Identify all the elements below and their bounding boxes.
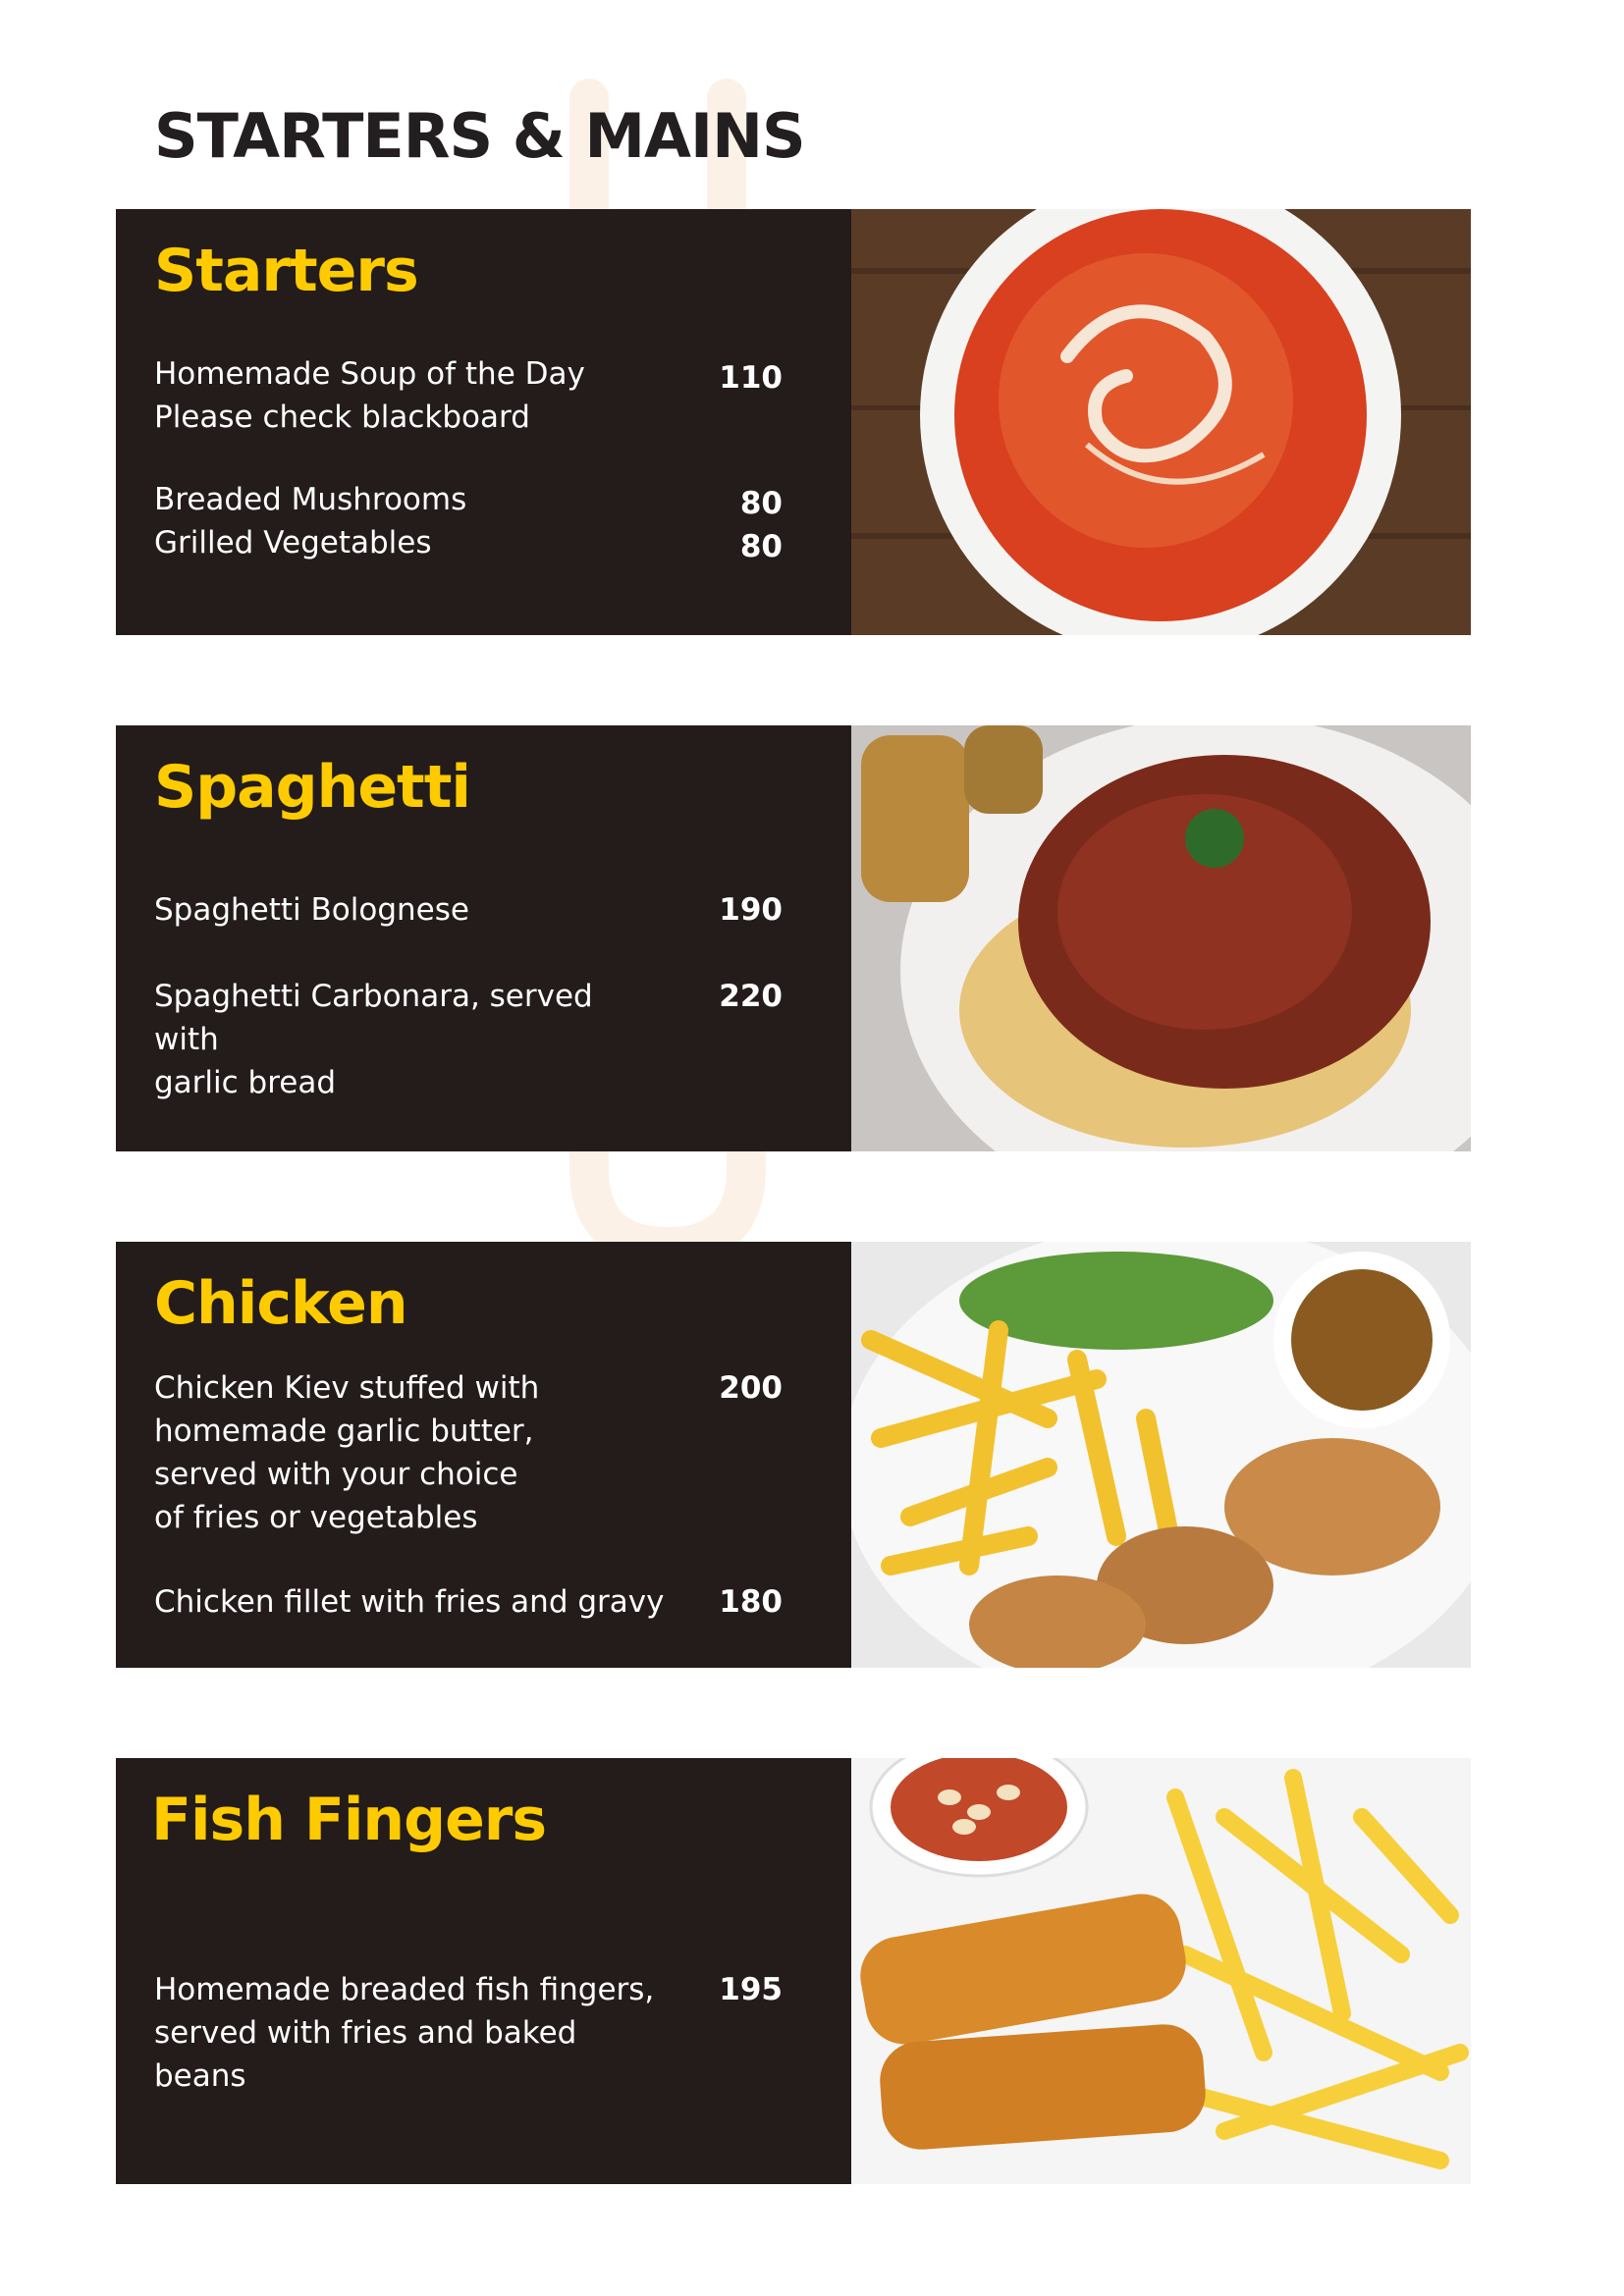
chicken-icon [851, 1242, 1471, 1668]
item-price: 190 [719, 892, 783, 928]
photo-soup [851, 209, 1471, 635]
fish-fingers-icon [851, 1758, 1471, 2184]
section-chicken [116, 1242, 1471, 1668]
page-title: STARTERS & MAINS [154, 100, 805, 172]
item-price: 200 [719, 1370, 783, 1406]
item-price: 110 [719, 360, 783, 396]
photo-chicken [851, 1242, 1471, 1668]
item-price: 80 [739, 486, 783, 521]
section-title: Spaghetti [154, 753, 470, 822]
item-name: Chicken fillet with fries and gravy [154, 1584, 665, 1620]
section-title: Chicken [154, 1269, 407, 1338]
section-title: Starters [154, 237, 418, 305]
spaghetti-icon [851, 725, 1471, 1151]
item-price: 80 [739, 529, 783, 564]
section-starters [116, 209, 1471, 635]
item-price: 220 [719, 979, 783, 1014]
item-name: Spaghetti Carbonara, served with garlic bread [154, 979, 593, 1100]
photo-spaghetti [851, 725, 1471, 1151]
item-name: Grilled Vegetables [154, 525, 432, 561]
item-name: Homemade Soup of the Day Please check blackboard [154, 356, 585, 435]
section-spaghetti [116, 725, 1471, 1151]
item-name: Spaghetti Bolognese [154, 892, 469, 928]
item-price: 180 [719, 1584, 783, 1620]
section-title: Fish Fingers [151, 1786, 547, 1854]
photo-fish-fingers [851, 1758, 1471, 2184]
item-price: 195 [719, 1972, 783, 2007]
item-name: Breaded Mushrooms [154, 482, 467, 517]
item-name: Homemade breaded fish fingers, served with fries and baked beans [154, 1972, 655, 2094]
section-fish-fingers [116, 1758, 1471, 2184]
tomato-soup-icon [851, 209, 1471, 635]
item-name: Chicken Kiev stuffed with homemade garlic butter, served with your choice of fries or vegetables [154, 1370, 540, 1535]
